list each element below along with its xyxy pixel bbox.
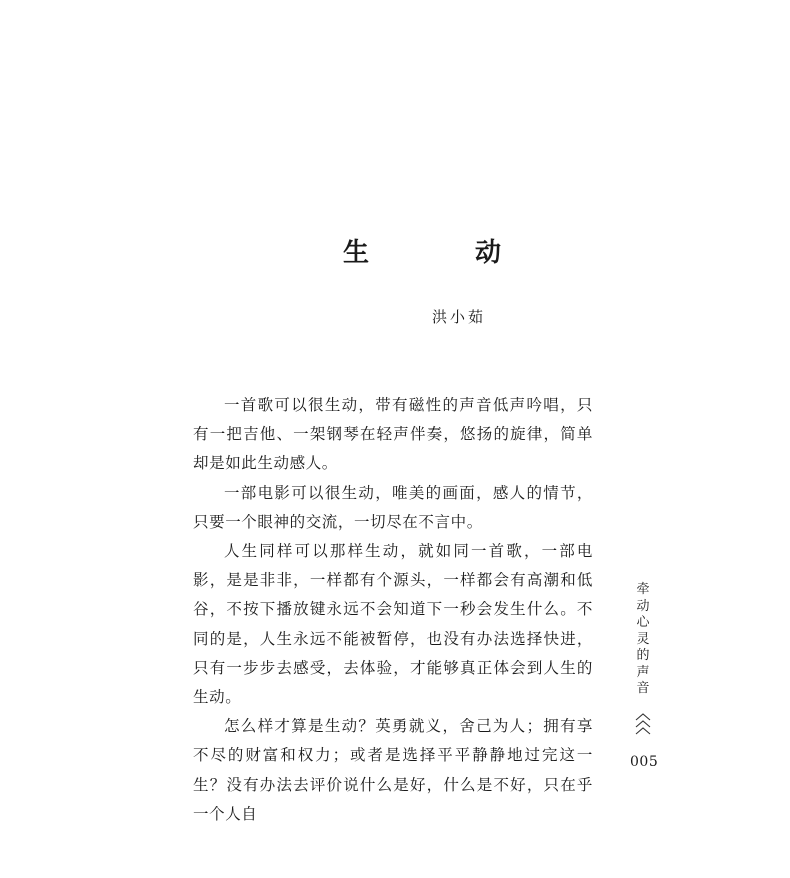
paragraph: 怎么样才算是生动？英勇就义，舍己为人；拥有享不尽的财富和权力；或者是选择平平静静地过完这一生？没有办法去评价说什么是好，什么是不好，只在乎一个人自 — [193, 717, 593, 823]
page-number: 005 — [630, 754, 659, 770]
running-title: 牵动心灵的声音 — [636, 582, 650, 696]
article-author: 洪小茹 — [432, 308, 487, 326]
triple-chevron-up-icon — [633, 712, 653, 736]
paragraph: 人生同样可以那样生动，就如同一首歌，一部电影，是是非非，一样都有个源头，一样都会有高潮和低谷，不按下播放键永远不会知道下一秒会发生什么。不同的是，人生永远不能被暂停，也没有办法选择快进，只有一步步去感受，去体验，才能够真正体会到人生的生动。 — [193, 542, 593, 707]
paragraph: 一首歌可以很生动，带有磁性的声音低声吟唱，只有一把吉他、一架钢琴在轻声伴奏，悠扬的旋律，简单却是如此生动感人。 — [193, 396, 593, 473]
article-body — [193, 391, 593, 829]
article-title: 生 动 — [343, 238, 542, 268]
paragraph: 一部电影可以很生动，唯美的画面，感人的情节，只要一个眼神的交流，一切尽在不言中。 — [193, 483, 593, 531]
